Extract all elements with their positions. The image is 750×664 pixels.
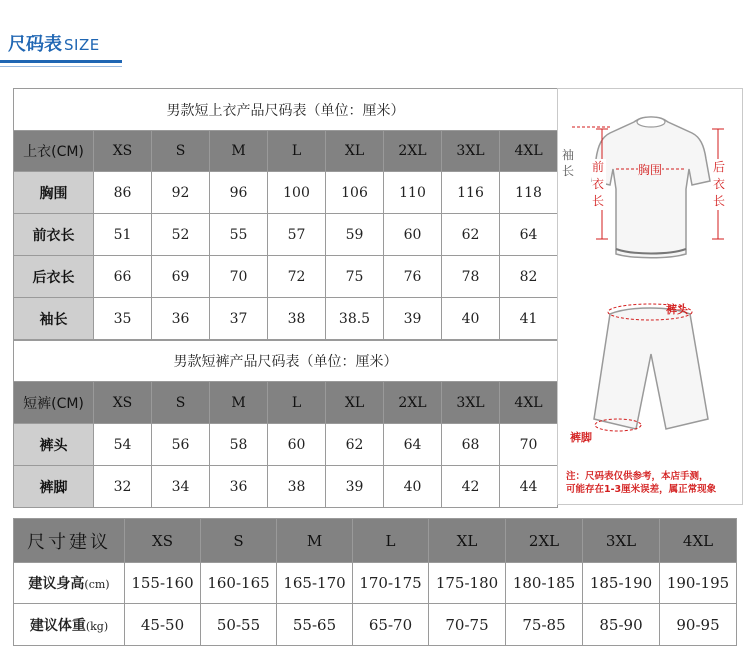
- header-cell: S: [152, 382, 210, 424]
- header-cell: L: [353, 519, 429, 563]
- row-label: 后衣长: [14, 256, 94, 298]
- note-line: 注：尺码表仅供参考，本店手测，: [566, 471, 709, 482]
- row-label: 胸围: [14, 172, 94, 214]
- value-cell: 55: [210, 214, 268, 256]
- value-cell: 70: [210, 256, 268, 298]
- header-cell: 2XL: [506, 519, 583, 563]
- value-cell: 66: [94, 256, 152, 298]
- value-cell: 118: [500, 172, 558, 214]
- weight-label: 建议体重: [29, 617, 86, 634]
- waist-label: 裤头: [666, 303, 688, 316]
- value-cell: 45-50: [125, 604, 201, 646]
- value-cell: 41: [500, 298, 558, 340]
- value-cell: 56: [152, 424, 210, 466]
- value-cell: 92: [152, 172, 210, 214]
- jersey-table-caption: 男款短上衣产品尺码表（单位：厘米）: [14, 89, 558, 131]
- header-underline-thin: [0, 66, 122, 67]
- value-cell: 110: [384, 172, 442, 214]
- value-cell: 57: [268, 214, 326, 256]
- value-cell: 62: [442, 214, 500, 256]
- weight-unit: (kg): [85, 619, 109, 633]
- size-recommendation-table: [13, 518, 737, 646]
- shorts-header-label: 短裤(CM): [14, 382, 94, 424]
- value-cell: 60: [268, 424, 326, 466]
- value-cell: 44: [500, 466, 558, 508]
- value-cell: 68: [442, 424, 500, 466]
- value-cell: 50-55: [201, 604, 277, 646]
- table-row: [14, 172, 558, 214]
- value-cell: 39: [326, 466, 384, 508]
- table-row: [14, 466, 558, 508]
- header-cell: XS: [125, 519, 201, 563]
- value-cell: 36: [210, 466, 268, 508]
- value-cell: 52: [152, 214, 210, 256]
- value-cell: 70: [500, 424, 558, 466]
- table-row: [14, 604, 737, 646]
- value-cell: 36: [152, 298, 210, 340]
- header-cell: 4XL: [500, 382, 558, 424]
- header-cell: XL: [326, 382, 384, 424]
- value-cell: 64: [384, 424, 442, 466]
- header-cell: 3XL: [442, 382, 500, 424]
- header-cell: S: [152, 131, 210, 172]
- value-cell: 76: [384, 256, 442, 298]
- jersey-header-row: [14, 131, 558, 172]
- value-cell: 51: [94, 214, 152, 256]
- chest-label: 胸围: [638, 163, 663, 177]
- value-cell: 180-185: [506, 563, 583, 604]
- sleeve-length-label: 袖长: [562, 148, 575, 178]
- note-line: 可能存在1-3厘米误差，属正常现象: [566, 484, 717, 495]
- value-cell: 39: [384, 298, 442, 340]
- row-label: 裤头: [14, 424, 94, 466]
- table-row: [14, 424, 558, 466]
- header-cell: 3XL: [442, 131, 500, 172]
- value-cell: 62: [326, 424, 384, 466]
- value-cell: 82: [500, 256, 558, 298]
- height-label: 建议身高: [28, 576, 85, 592]
- value-cell: 32: [94, 466, 152, 508]
- jersey-collar: [637, 117, 665, 127]
- header-cell: M: [210, 382, 268, 424]
- value-cell: 155-160: [125, 563, 201, 604]
- header-cell: L: [268, 131, 326, 172]
- value-cell: 58: [210, 424, 268, 466]
- header-cell: XL: [429, 519, 506, 563]
- garment-figure-panel: [557, 88, 743, 505]
- value-cell: 64: [500, 214, 558, 256]
- header-cell: 2XL: [384, 382, 442, 424]
- value-cell: 70-75: [429, 604, 506, 646]
- value-cell: 65-70: [353, 604, 429, 646]
- value-cell: 185-190: [583, 563, 660, 604]
- size-chart-subtitle: SIZE: [64, 36, 100, 54]
- shorts-header-row: [14, 382, 558, 424]
- value-cell: 60: [384, 214, 442, 256]
- row-label: [14, 563, 125, 604]
- row-label: 裤脚: [14, 466, 94, 508]
- header-cell: 3XL: [583, 519, 660, 563]
- value-cell: 96: [210, 172, 268, 214]
- header-underline: [0, 60, 122, 63]
- value-cell: 40: [384, 466, 442, 508]
- value-cell: 106: [326, 172, 384, 214]
- measurement-note: [566, 470, 716, 496]
- table-row: [14, 563, 737, 604]
- header-cell: L: [268, 382, 326, 424]
- shorts-size-table: [13, 340, 558, 508]
- row-label: [14, 604, 125, 646]
- hem-label: 裤脚: [570, 431, 592, 444]
- jersey-header-label: 上衣(CM): [14, 131, 94, 172]
- value-cell: 170-175: [353, 563, 429, 604]
- header-cell: XS: [94, 131, 152, 172]
- table-row: [14, 256, 558, 298]
- header-cell: XS: [94, 382, 152, 424]
- value-cell: 38: [268, 298, 326, 340]
- value-cell: 86: [94, 172, 152, 214]
- value-cell: 75: [326, 256, 384, 298]
- value-cell: 38.5: [326, 298, 384, 340]
- value-cell: 69: [152, 256, 210, 298]
- value-cell: 34: [152, 466, 210, 508]
- value-cell: 90-95: [660, 604, 737, 646]
- value-cell: 75-85: [506, 604, 583, 646]
- value-cell: 190-195: [660, 563, 737, 604]
- value-cell: 54: [94, 424, 152, 466]
- value-cell: 85-90: [583, 604, 660, 646]
- size-chart-title: 尺码表: [8, 34, 62, 55]
- table-row: [14, 214, 558, 256]
- front-length-label: 前衣长: [592, 160, 605, 208]
- shorts-outline: [594, 308, 708, 429]
- header-cell: 2XL: [384, 131, 442, 172]
- recommendation-header-label: 尺寸建议: [14, 519, 125, 563]
- row-label: 袖长: [14, 298, 94, 340]
- value-cell: 35: [94, 298, 152, 340]
- value-cell: 42: [442, 466, 500, 508]
- value-cell: 160-165: [201, 563, 277, 604]
- value-cell: 40: [442, 298, 500, 340]
- header-cell: 4XL: [500, 131, 558, 172]
- value-cell: 165-170: [277, 563, 353, 604]
- header-cell: M: [277, 519, 353, 563]
- value-cell: 100: [268, 172, 326, 214]
- header-cell: 4XL: [660, 519, 737, 563]
- value-cell: 116: [442, 172, 500, 214]
- value-cell: 72: [268, 256, 326, 298]
- value-cell: 55-65: [277, 604, 353, 646]
- value-cell: 175-180: [429, 563, 506, 604]
- header-cell: XL: [326, 131, 384, 172]
- back-length-label: 后衣长: [713, 160, 726, 208]
- jersey-outline: [592, 117, 710, 258]
- header-cell: S: [201, 519, 277, 563]
- value-cell: 37: [210, 298, 268, 340]
- table-row: [14, 298, 558, 340]
- page-header: [8, 30, 100, 56]
- header-cell: M: [210, 131, 268, 172]
- jersey-size-table: [13, 88, 558, 340]
- recommendation-header-row: [14, 519, 737, 563]
- value-cell: 78: [442, 256, 500, 298]
- shorts-table-caption: 男款短裤产品尺码表（单位：厘米）: [14, 341, 558, 382]
- value-cell: 59: [326, 214, 384, 256]
- row-label: 前衣长: [14, 214, 94, 256]
- height-unit: (cm): [84, 578, 110, 591]
- value-cell: 38: [268, 466, 326, 508]
